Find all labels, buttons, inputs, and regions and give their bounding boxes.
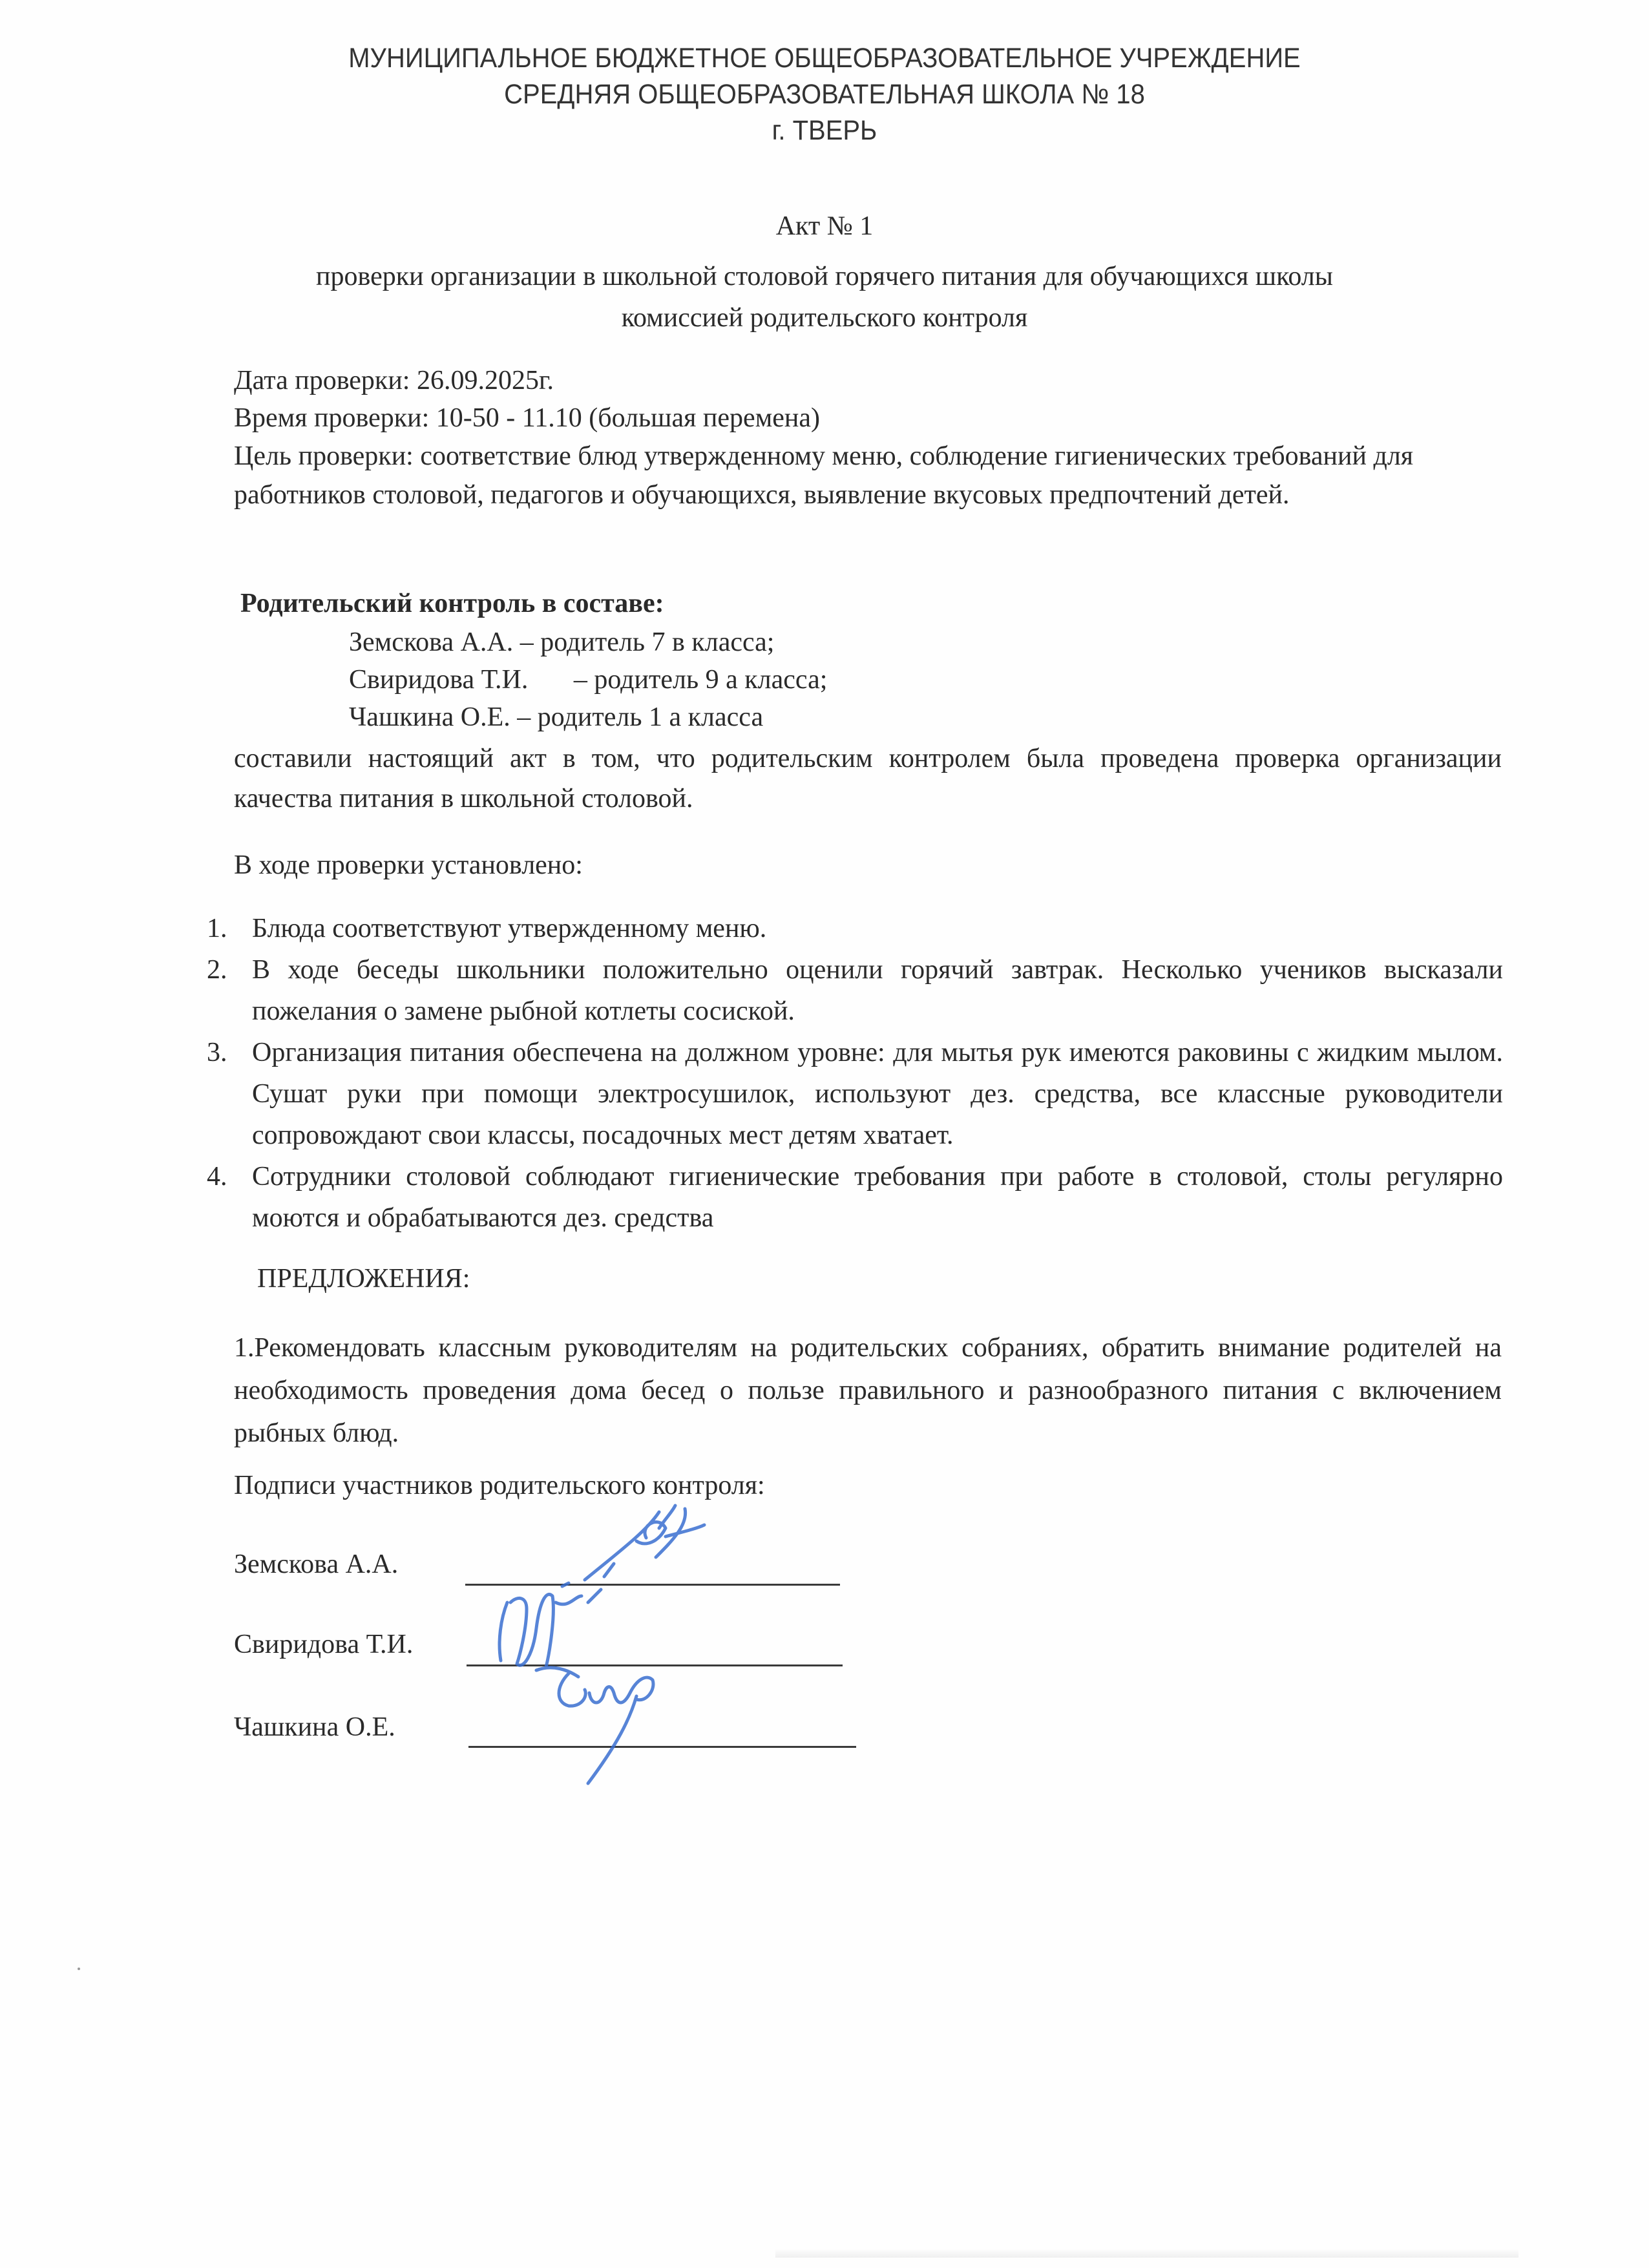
finding-item xyxy=(168,949,1503,1032)
inspection-meta xyxy=(234,362,1500,514)
member-name: Земскова А.А. xyxy=(349,627,514,657)
proposal-item: 1.Рекомендовать классным руководителям на родительских собраниях, обратить внимание родителей на необходимость проведения дома бесед о пользе правильного и разнообразного питания с включением рыбных блюд. xyxy=(234,1333,1502,1448)
finding-number: 1. xyxy=(207,914,227,943)
act-subtitle-line-2: комиссией родительского контроля xyxy=(621,303,1028,333)
signature-line xyxy=(467,1664,843,1666)
finding-number: 2. xyxy=(207,955,227,985)
commission-member xyxy=(349,698,763,736)
finding-number: 4. xyxy=(207,1162,227,1192)
act-number: Акт № 1 xyxy=(775,211,874,241)
signer-name: Свиридова Т.И. xyxy=(234,1630,414,1659)
signer-name: Чашкина О.Е. xyxy=(234,1712,395,1742)
findings-list xyxy=(168,908,1503,1239)
signature-line xyxy=(465,1584,840,1586)
inspection-time: Время проверки: 10-50 - 11.10 (большая перемена) xyxy=(234,403,821,433)
member-role: – родитель 7 в класса; xyxy=(520,627,775,657)
member-name: Чашкина О.Е. xyxy=(349,702,510,732)
commission-heading: Родительский контроль в составе: xyxy=(240,589,664,618)
finding-text: Сотрудники столовой соблюдают гигиенические требования при работе в столовой, столы регулярно моются и обрабатываются дез. средства xyxy=(252,1162,1503,1233)
signature-chashkina xyxy=(536,1668,653,1783)
proposals-heading: ПРЕДЛОЖЕНИЯ: xyxy=(257,1264,470,1294)
finding-item xyxy=(168,1156,1503,1239)
member-role: – родитель 1 а класса xyxy=(517,702,764,732)
signatures-heading: Подписи участников родительского контроля: xyxy=(234,1471,765,1500)
header-line-school: СРЕДНЯЯ ОБЩЕОБРАЗОВАТЕЛЬНАЯ ШКОЛА № 18 xyxy=(504,79,1145,110)
member-name: Свиридова Т.И. xyxy=(349,665,529,695)
commission-member xyxy=(349,624,774,661)
header-line-city: г. ТВЕРЬ xyxy=(772,115,877,146)
document-title xyxy=(0,205,1649,339)
commission-statement: составили настоящий акт в том, что родительским контролем была проведена проверка организации качества питания в школьной столовой. xyxy=(234,744,1502,814)
signature-zemskova xyxy=(585,1506,704,1580)
finding-text: Блюда соответствуют утвержденному меню. xyxy=(252,914,767,943)
signer-name: Земскова А.А. xyxy=(234,1549,399,1579)
findings-heading: В ходе проверки установлено: xyxy=(234,850,583,880)
finding-item xyxy=(168,1032,1503,1156)
inspection-date: Дата проверки: 26.09.2025г. xyxy=(234,366,554,395)
signature-sviridova xyxy=(499,1564,614,1667)
commission-member xyxy=(349,661,827,698)
finding-text: В ходе беседы школьники положительно оценили горячий завтрак. Несколько учеников высказали пожелания о замене рыбной котлеты сосиской. xyxy=(252,955,1503,1026)
scan-edge-shadow xyxy=(775,2249,1518,2258)
signature-line xyxy=(468,1746,856,1748)
scan-speck xyxy=(78,1968,80,1970)
finding-number: 3. xyxy=(207,1038,227,1067)
finding-text: Организация питания обеспечена на должном уровне: для мытья рук имеются раковины с жидким мылом. Сушат руки при помощи электросушилок, используют дез. средства, все классные руководители сопровождают свои классы, посадочных мест детям хватает. xyxy=(252,1038,1503,1150)
finding-item xyxy=(168,908,1503,949)
act-subtitle-line-1: проверки организации в школьной столовой горячего питания для обучающихся школы xyxy=(316,262,1333,291)
school-header xyxy=(58,40,1591,149)
inspection-goal: Цель проверки: соответствие блюд утвержденному меню, соблюдение гигиенических требований для работников столовой, педагогов и обучающихся, выявление вкусовых предпочтений детей. xyxy=(234,441,1414,510)
member-role: – родитель 9 а класса; xyxy=(573,665,828,695)
header-line-institution: МУНИЦИПАЛЬНОЕ БЮДЖЕТНОЕ ОБЩЕОБРАЗОВАТЕЛЬНОЕ УЧРЕЖДЕНИЕ xyxy=(348,43,1301,74)
